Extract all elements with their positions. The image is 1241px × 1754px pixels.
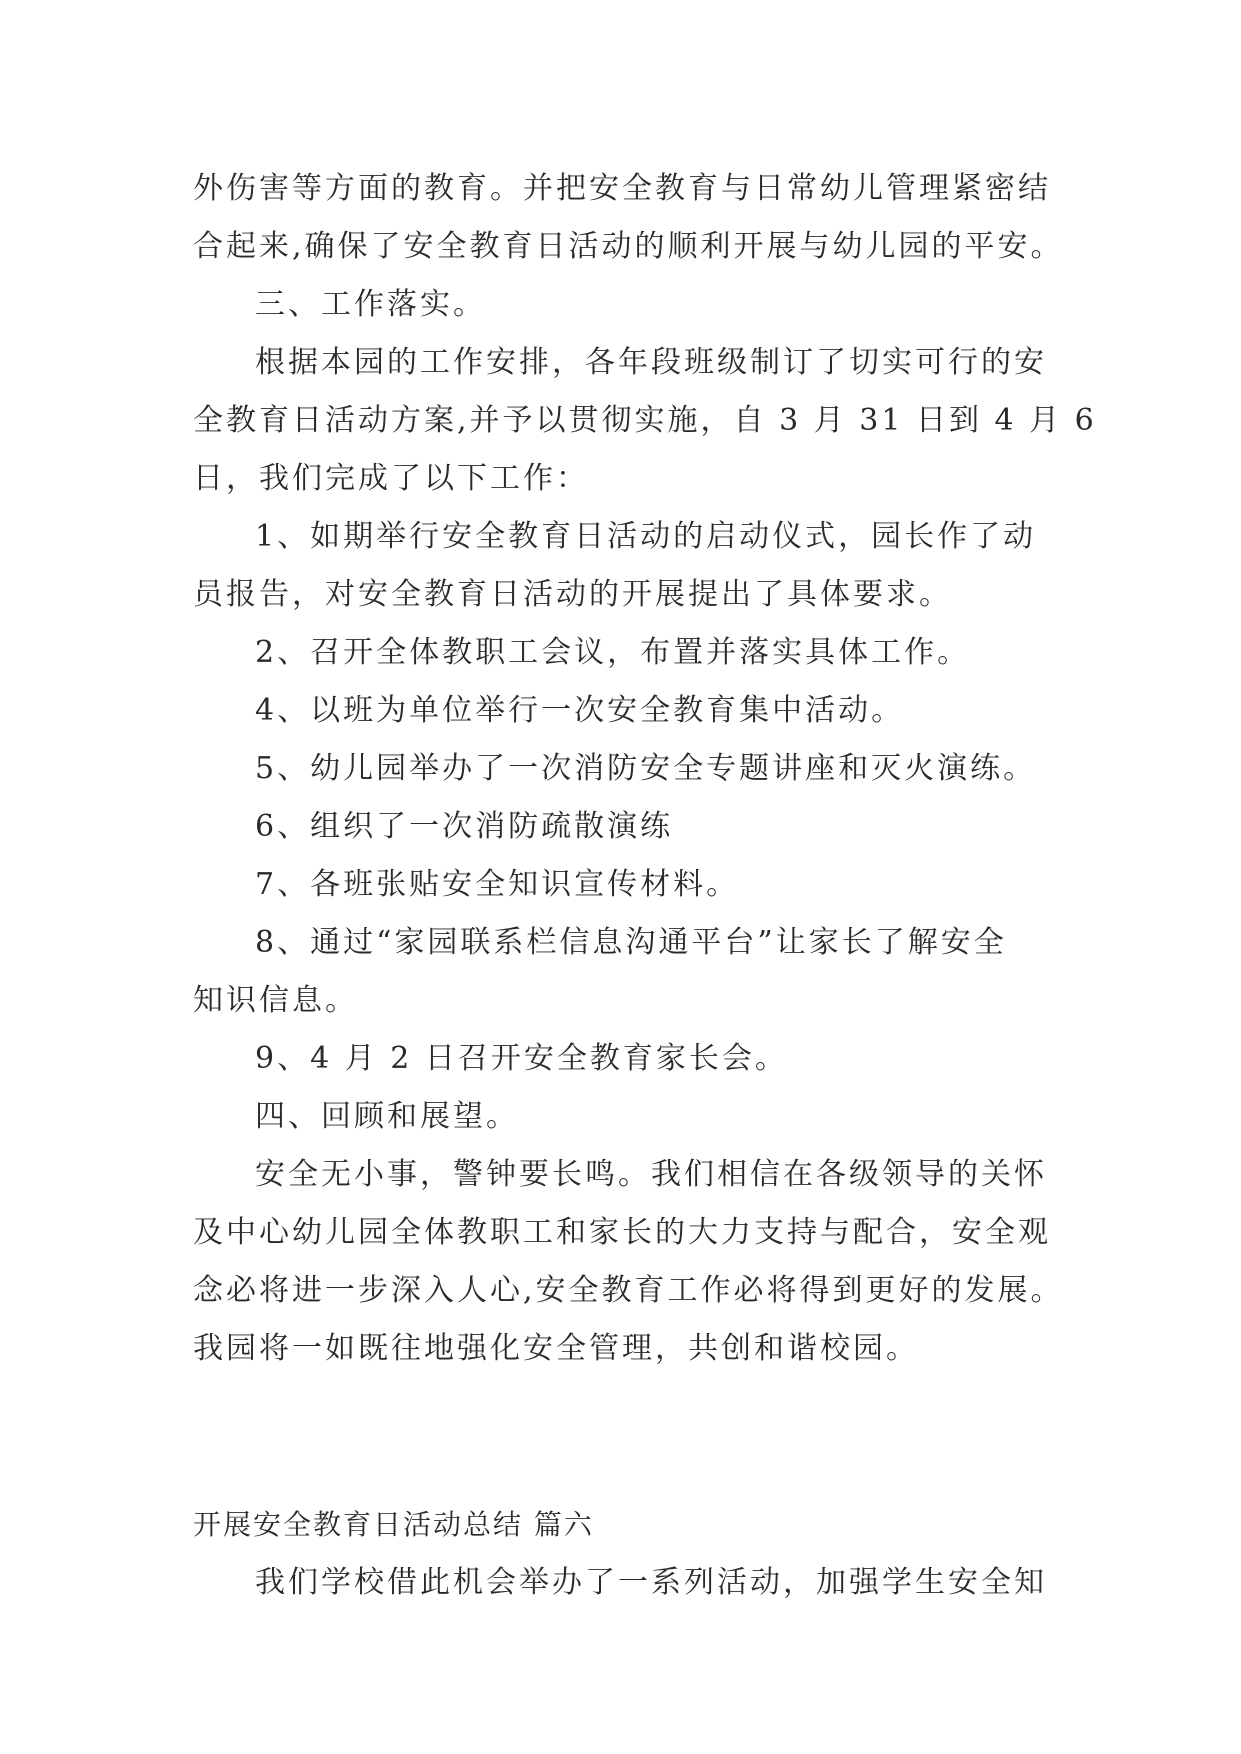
paragraph-line: 根据本园的工作安排，各年段班级制订了切实可行的安 bbox=[255, 345, 1047, 380]
paragraph-line: 全教育日活动方案,并予以贯彻实施，自 3 月 31 日到 4 月 6 bbox=[193, 403, 1097, 438]
paragraph-line: 及中心幼儿园全体教职工和家长的大力支持与配合，安全观 bbox=[193, 1215, 1051, 1250]
paragraph-line: 我们学校借此机会举办了一系列活动，加强学生安全知 bbox=[255, 1565, 1047, 1600]
paragraph-line: 安全无小事，警钟要长鸣。我们相信在各级领导的关怀 bbox=[255, 1157, 1047, 1192]
list-item-7: 7、各班张贴安全知识宣传材料。 bbox=[255, 867, 740, 902]
list-item-1: 1、如期举行安全教育日活动的启动仪式，园长作了动 bbox=[255, 519, 1037, 554]
section-title: 开展安全教育日活动总结 篇六 bbox=[193, 1508, 594, 1541]
paragraph-line: 日，我们完成了以下工作： bbox=[193, 461, 589, 496]
list-item-1-continued: 员报告，对安全教育日活动的开展提出了具体要求。 bbox=[193, 577, 952, 612]
paragraph-line: 念必将进一步深入人心,安全教育工作必将得到更好的发展。 bbox=[193, 1273, 1064, 1308]
list-item-8: 8、通过“家园联系栏信息沟通平台”让家长了解安全 bbox=[255, 925, 1007, 960]
paragraph-line: 外伤害等方面的教育。并把安全教育与日常幼儿管理紧密结 bbox=[193, 171, 1051, 206]
list-item-5: 5、幼儿园举办了一次消防安全专题讲座和灭火演练。 bbox=[255, 751, 1037, 786]
document-body bbox=[193, 160, 1097, 1612]
list-item-9: 9、4 月 2 日召开安全教育家长会。 bbox=[255, 1041, 788, 1076]
section-heading-review-outlook: 四、回顾和展望。 bbox=[255, 1099, 519, 1134]
list-item-8-continued: 知识信息。 bbox=[193, 983, 358, 1018]
list-item-2: 2、召开全体教职工会议，布置并落实具体工作。 bbox=[255, 635, 971, 670]
paragraph-line: 合起来,确保了安全教育日活动的顺利开展与幼儿园的平安。 bbox=[193, 229, 1064, 264]
list-item-4: 4、以班为单位举行一次安全教育集中活动。 bbox=[255, 693, 905, 728]
paragraph-line: 我园将一如既往地强化安全管理，共创和谐校园。 bbox=[193, 1331, 919, 1366]
section-heading-work-implementation: 三、工作落实。 bbox=[255, 287, 486, 322]
section-spacer bbox=[193, 1378, 1053, 1496]
list-item-6: 6、组织了一次消防疏散演练 bbox=[255, 809, 674, 844]
